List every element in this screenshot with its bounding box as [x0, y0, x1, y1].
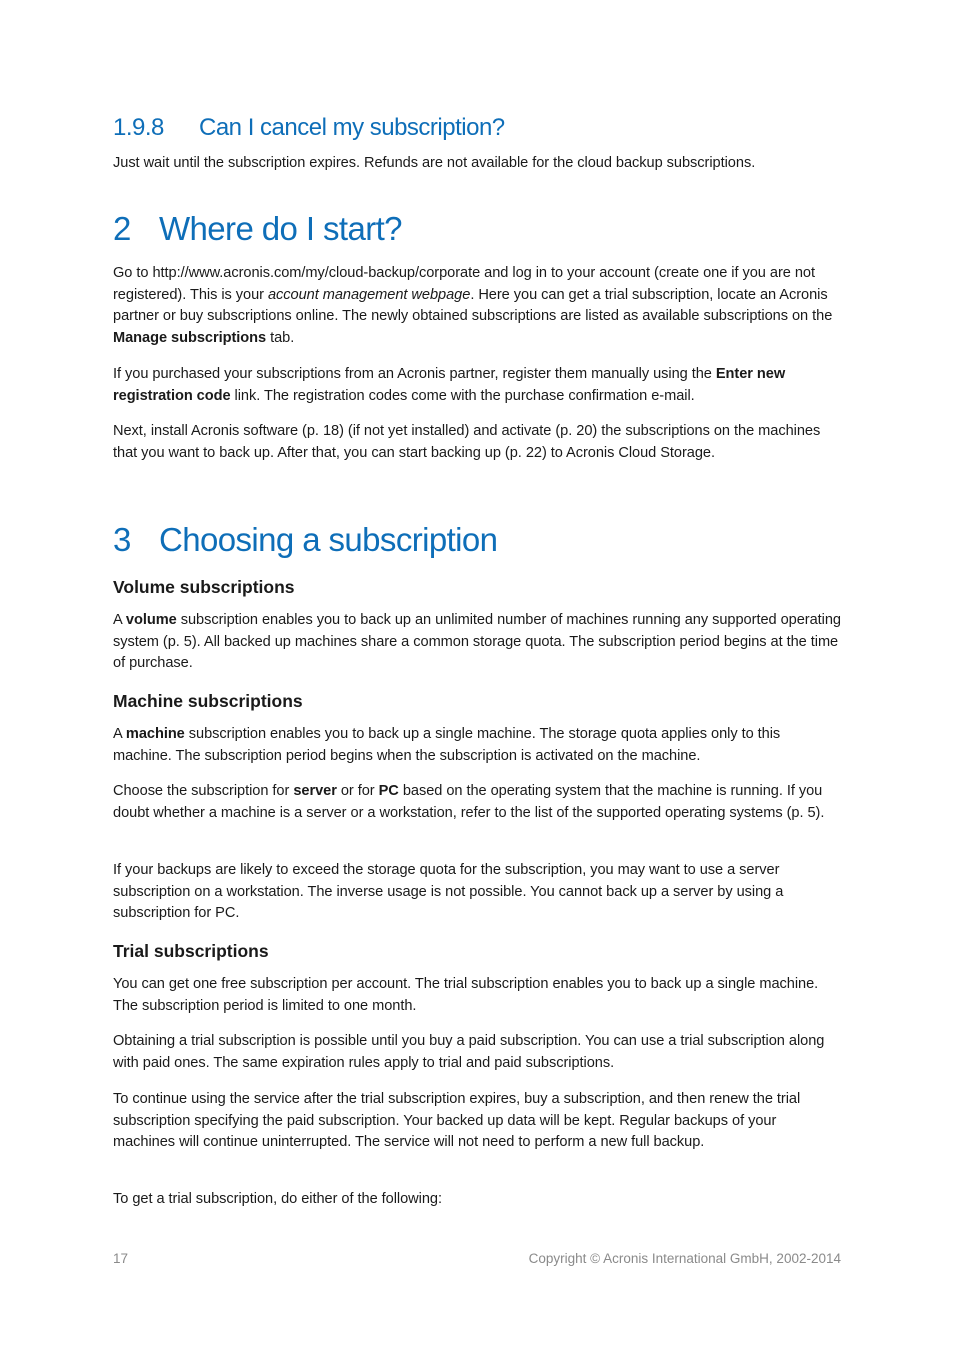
trial-paragraph-4: To get a trial subscription, do either of the following:	[113, 1191, 442, 1207]
bold-term: server	[293, 783, 337, 799]
text-run: link. The registration codes come with the purchase confirmation e-mail.	[230, 387, 695, 404]
text-run: subscription enables you to back up a single machine. The storage quota applies only to this machine. The subscription period begins when the subscription is activated on the machine.	[113, 726, 781, 764]
page-number: 17	[113, 1251, 129, 1266]
text-run: A	[113, 612, 126, 628]
section-title: Can I cancel my subscription?	[199, 114, 505, 141]
bold-term: volume	[125, 612, 177, 628]
section-1-9-8-body: Just wait until the subscription expires. Refunds are not available for the cloud backup subscriptions.	[113, 155, 756, 171]
text-run: or for	[336, 783, 379, 799]
machine-paragraph-2	[113, 781, 841, 824]
section-heading-1-9-8	[113, 114, 505, 142]
chapter-title: Choosing a subscription	[159, 521, 498, 558]
machine-paragraph-1	[113, 724, 841, 767]
volume-paragraph-1	[113, 610, 841, 675]
chapter-2-paragraph-2	[113, 364, 841, 407]
chapter-heading-2	[113, 210, 402, 248]
text-run: subscription enables you to back up an unlimited number of machines running any supported operating system (p. 5). All backed up machines share a common storage quota. The subscription period begins at the time of purchase.	[113, 612, 841, 672]
chapter-2-paragraph-3: Next, install Acronis software (p. 18) (if not yet installed) and activate (p. 20) the subscriptions on the machines that you want to back up. After that, you can start backing up (p. 22) to Acronis Cloud Storage.	[113, 423, 821, 461]
section-number: 1.9.8	[113, 114, 164, 141]
machine-paragraph-3: If your backups are likely to exceed the storage quota for the subscription, you may want to use a server subscription on a workstation. The inverse usage is not possible. You cannot back up a server by using a subscription for PC.	[113, 862, 784, 922]
text-run: A	[113, 726, 126, 742]
subheading-volume: Volume subscriptions	[113, 577, 295, 597]
trial-paragraph-3: To continue using the service after the trial subscription expires, buy a subscription, and then renew the trial subscription specifying the paid subscription. Your backed up data will be kept. Regular backups of your machines will continue uninterrupted. The service will not need to perform a new full backup.	[113, 1091, 801, 1151]
bold-term: Manage subscriptions	[113, 330, 267, 347]
bold-term: PC	[378, 783, 399, 799]
copyright-notice: Copyright © Acronis International GmbH, 2002-2014	[528, 1251, 841, 1266]
text-run: based on the operating system that the machine is running. If you doubt whether a machine is a server or a workstation, refer to the list of the supported operating systems (p. 5).	[113, 783, 825, 821]
bold-term: machine	[125, 726, 185, 742]
chapter-number: 3	[113, 521, 131, 558]
chapter-heading-3	[113, 521, 497, 559]
trial-paragraph-1: You can get one free subscription per account. The trial subscription enables you to back up a single machine. The subscription period is limited to one month.	[113, 976, 819, 1014]
trial-paragraph-2: Obtaining a trial subscription is possible until you buy a paid subscription. You can use a trial subscription along with paid ones. The same expiration rules apply to trial and paid subscriptions.	[113, 1033, 825, 1071]
subheading-machine: Machine subscriptions	[113, 691, 303, 711]
text-run: Go to http://www.acronis.com/my/cloud-backup/corporate and log in to your account (create one if you are not registered). This is your	[113, 265, 815, 303]
italic-term: account management webpage	[267, 286, 471, 303]
text-run: If you purchased your subscriptions from an Acronis partner, register them manually using the	[113, 366, 716, 382]
text-run: tab.	[266, 330, 295, 347]
subheading-trial: Trial subscriptions	[113, 941, 269, 961]
chapter-title: Where do I start?	[159, 210, 402, 247]
chapter-number: 2	[113, 210, 131, 247]
bold-term: Enter new registration code	[113, 366, 786, 404]
chapter-2-paragraph-1	[113, 263, 841, 350]
text-run: . Here you can get a trial subscription, locate an Acronis partner or buy subscriptions online. The newly obtained subscriptions are listed as available subscriptions on the	[113, 286, 833, 325]
text-run: Choose the subscription for	[113, 783, 294, 799]
